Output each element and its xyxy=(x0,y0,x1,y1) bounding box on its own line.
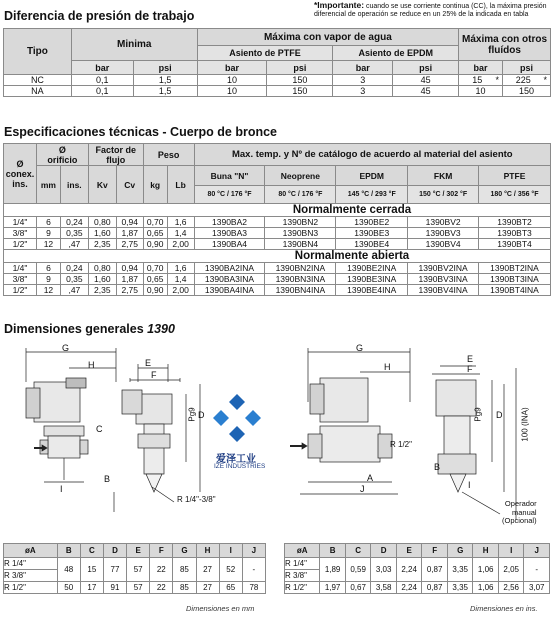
cell: - xyxy=(524,558,550,582)
cell: 1390BA4 xyxy=(194,239,265,250)
hdr-unit: ins. xyxy=(60,166,88,204)
cell: 0,59 xyxy=(345,558,371,582)
dim-label-a-right: A xyxy=(367,473,374,483)
cell: 2,75 xyxy=(116,239,143,250)
hdr-ptfe: Asiento de PTFE xyxy=(197,46,333,61)
cell: ,47 xyxy=(60,239,88,250)
cell: 1390BN4 xyxy=(265,239,336,250)
hdr-max-temp: Max. temp. y Nº de catálogo de acuerdo al material del asiento xyxy=(194,144,550,166)
important-note xyxy=(314,2,550,18)
cell: 50 xyxy=(57,582,80,594)
cell: 1390BT2INA xyxy=(479,263,551,274)
dim-header: E xyxy=(127,544,150,558)
section-nc xyxy=(4,204,551,217)
hdr-conex xyxy=(4,144,37,204)
cell: R 1/4" xyxy=(4,558,58,570)
table-row xyxy=(4,75,551,86)
cell: 3,35 xyxy=(447,582,473,594)
dim-label-thread: R 1/4"-3/8" xyxy=(177,495,216,504)
cell: 45 xyxy=(393,86,459,97)
dim-header: G xyxy=(447,544,473,558)
dim-label-b-right: B xyxy=(434,462,441,472)
cell: 1,89 xyxy=(320,558,346,582)
cell: 0,65 xyxy=(143,228,167,239)
cell: 85 xyxy=(173,558,196,582)
cell: 12 xyxy=(36,285,60,296)
cell: 1390BE2INA xyxy=(336,263,408,274)
cell: 1/2" xyxy=(4,285,37,296)
cell: 3,35 xyxy=(447,558,473,582)
cell: 10 xyxy=(459,86,503,97)
hdr-minima: Minima xyxy=(71,29,197,61)
cell: 6 xyxy=(36,263,60,274)
cell: 15 xyxy=(80,558,103,582)
cell: 1/2" xyxy=(4,239,37,250)
cell-value: 15 xyxy=(472,75,483,85)
cell: 1,6 xyxy=(167,217,194,228)
cell: 57 xyxy=(127,558,150,582)
dim-label-pg-right: Pg9 xyxy=(473,407,483,422)
dim-header: J xyxy=(242,544,265,558)
hdr-otros-1: Máxima con otros xyxy=(462,33,548,45)
cell: 3,07 xyxy=(524,582,550,594)
cell: 1,6 xyxy=(167,263,194,274)
unit-cell: psi xyxy=(267,61,333,75)
dim-label-d-right: D xyxy=(496,410,503,420)
cell: 1390BE2 xyxy=(336,217,408,228)
cell: 1390BV4INA xyxy=(408,285,479,296)
dim-header: D xyxy=(371,544,397,558)
hdr-unit: mm xyxy=(36,166,60,204)
dim-header: F xyxy=(422,544,448,558)
cell: 0,94 xyxy=(116,263,143,274)
dim-label-c: C xyxy=(96,424,103,434)
dim-header: C xyxy=(80,544,103,558)
dim-header: H xyxy=(473,544,499,558)
hdr-temp: 150 °C / 302 °F xyxy=(408,186,479,204)
dim-label-f-right: F xyxy=(467,364,473,374)
table-row xyxy=(4,86,551,97)
cell: 0,94 xyxy=(116,217,143,228)
important-note-line1: cuando se use corriente continua (CC), la máxima presión xyxy=(364,3,547,10)
cell: 48 xyxy=(57,558,80,582)
cell: 150 xyxy=(503,86,551,97)
unit-cell: bar xyxy=(71,61,133,75)
cell: 1390BV2 xyxy=(408,217,479,228)
hdr-temp: 80 °C / 176 °F xyxy=(265,186,336,204)
cell: 150 xyxy=(267,86,333,97)
dims-model: 1390 xyxy=(147,322,175,336)
cell: 1,60 xyxy=(88,228,116,239)
hdr-otros-2: fluídos xyxy=(488,44,521,56)
star-mark: * xyxy=(543,75,547,85)
hdr-temp: 145 °C / 293 °F xyxy=(336,186,408,204)
cell: 0,1 xyxy=(71,86,133,97)
cell: 9 xyxy=(36,274,60,285)
cell: 0,35 xyxy=(60,274,88,285)
dim-header: J xyxy=(524,544,550,558)
cell: 22 xyxy=(150,582,173,594)
unit-cell: bar xyxy=(197,61,267,75)
cell: 0,35 xyxy=(60,228,88,239)
manual-operator-note xyxy=(502,500,537,526)
hdr-material: EPDM xyxy=(336,166,408,186)
cell: 2,05 xyxy=(498,558,524,582)
dims-title-text: Dimensiones generales xyxy=(4,322,144,336)
table-row xyxy=(285,558,550,570)
table-row xyxy=(4,274,551,285)
cell: 1390BN4INA xyxy=(265,285,336,296)
cell: 1390BA2INA xyxy=(194,263,265,274)
cell: 3,58 xyxy=(371,582,397,594)
cell xyxy=(503,75,551,86)
cell: 3 xyxy=(333,86,393,97)
table-row xyxy=(4,558,266,570)
cell xyxy=(459,75,503,86)
cell: 1390BN3INA xyxy=(265,274,336,285)
unit-cell: bar xyxy=(459,61,503,75)
hdr-text: conex. xyxy=(5,168,35,179)
cell: 1/4" xyxy=(4,263,37,274)
cell: R 3/8" xyxy=(285,570,320,582)
cell: - xyxy=(242,558,265,582)
cell: 1,87 xyxy=(116,228,143,239)
cell: 10 xyxy=(197,75,267,86)
section-na-label: Normalmente abierta xyxy=(294,250,410,262)
cell: 1,4 xyxy=(167,228,194,239)
cell: 0,24 xyxy=(60,263,88,274)
cell: 0,90 xyxy=(143,285,167,296)
cell: 2,75 xyxy=(116,285,143,296)
hdr-temp: 180 °C / 356 °F xyxy=(479,186,551,204)
cell: 12 xyxy=(36,239,60,250)
cell: 1,4 xyxy=(167,274,194,285)
cell: 3/8" xyxy=(4,228,37,239)
unit-cell: psi xyxy=(393,61,459,75)
cell: 27 xyxy=(196,558,219,582)
hdr-material: FKM xyxy=(408,166,479,186)
cell: 2,00 xyxy=(167,285,194,296)
cell: 0,80 xyxy=(88,217,116,228)
table-row xyxy=(4,285,551,296)
cell: 6 xyxy=(36,217,60,228)
cell: 1390BA4INA xyxy=(194,285,265,296)
unit-cell: psi xyxy=(133,61,197,75)
important-note-line2: diferencial de operación se reduce en un 25% de la indicada en tabla xyxy=(314,10,529,18)
hdr-vapor: Máxima con vapor de agua xyxy=(197,29,458,46)
cell: 1390BE4INA xyxy=(336,285,408,296)
right-dimension-table xyxy=(284,543,550,594)
cell: 0,87 xyxy=(422,582,448,594)
dim-label-e-right: E xyxy=(467,354,474,364)
hdr-text: ins. xyxy=(12,178,28,189)
cell: 1390BV4 xyxy=(408,239,479,250)
dim-header: B xyxy=(57,544,80,558)
specs-title: Especificaciones técnicas - Cuerpo de bronce xyxy=(4,125,278,139)
dim-label-e: E xyxy=(145,358,152,368)
hdr-unit: Cv xyxy=(116,166,143,204)
hdr-otros xyxy=(459,29,551,61)
cell: 3/8" xyxy=(4,274,37,285)
cell: 1390BE4 xyxy=(336,239,408,250)
cell: 22 xyxy=(150,558,173,582)
dim-header: C xyxy=(345,544,371,558)
dim-header: I xyxy=(498,544,524,558)
cell: 1,5 xyxy=(133,75,197,86)
cell: R 3/8" xyxy=(4,570,58,582)
logo-subtext: IZE INDUSTRIES xyxy=(214,463,266,470)
hdr-material: PTFE xyxy=(479,166,551,186)
cell: 3,03 xyxy=(371,558,397,582)
cell: 1,60 xyxy=(88,274,116,285)
logo-text: 爱泽工业 xyxy=(216,454,256,465)
dim-header: E xyxy=(396,544,422,558)
cell: 1390BE3 xyxy=(336,228,408,239)
cell: 1,97 xyxy=(320,582,346,594)
dim-label-j-right: J xyxy=(360,484,365,494)
cell: 0,90 xyxy=(143,239,167,250)
cell: 1390BV2INA xyxy=(408,263,479,274)
cell: 17 xyxy=(80,582,103,594)
op-text: Operador xyxy=(504,499,537,508)
cell: 1390BN2 xyxy=(265,217,336,228)
cell: NC xyxy=(4,75,72,86)
cell: R 1/4" xyxy=(285,558,320,570)
cell: ,47 xyxy=(60,285,88,296)
cell: 0,65 xyxy=(143,274,167,285)
table-row xyxy=(4,263,551,274)
dims-title xyxy=(4,322,175,336)
star-mark: * xyxy=(495,75,499,85)
dim-header: D xyxy=(103,544,126,558)
pressure-table xyxy=(3,28,551,97)
cell: 2,35 xyxy=(88,285,116,296)
cell: 2,00 xyxy=(167,239,194,250)
hdr-orificio xyxy=(36,144,88,166)
hdr-unit: kg xyxy=(143,166,167,204)
dim-label-h: H xyxy=(88,360,95,370)
hdr-peso: Peso xyxy=(143,144,194,166)
dim-label-g: G xyxy=(62,343,70,353)
cell: 77 xyxy=(103,558,126,582)
cell: 0,24 xyxy=(60,217,88,228)
cell: 65 xyxy=(219,582,242,594)
cell: R 1/2" xyxy=(285,582,320,594)
table-row xyxy=(4,228,551,239)
hdr-text: Factor de xyxy=(95,144,137,155)
cell: 0,70 xyxy=(143,217,167,228)
dim-header: F xyxy=(150,544,173,558)
cell: 1390BV3INA xyxy=(408,274,479,285)
cell: 1,87 xyxy=(116,274,143,285)
dim-header: G xyxy=(173,544,196,558)
section-na xyxy=(4,250,551,263)
cell: 9 xyxy=(36,228,60,239)
unit-cell: psi xyxy=(503,61,551,75)
hdr-text: orificio xyxy=(47,154,78,165)
table-row xyxy=(4,239,551,250)
cell: 1390BA2 xyxy=(194,217,265,228)
hdr-temp: 80 °C / 176 °F xyxy=(194,186,265,204)
cell: 1390BT4 xyxy=(479,239,551,250)
cell: 1390BA3 xyxy=(194,228,265,239)
hdr-unit: Lb xyxy=(167,166,194,204)
cell: 1390BT3INA xyxy=(479,274,551,285)
unit-cell: bar xyxy=(333,61,393,75)
hdr-text: flujo xyxy=(106,154,126,165)
cell: 2,24 xyxy=(396,582,422,594)
left-dimension-table xyxy=(3,543,266,594)
dim-header: øA xyxy=(4,544,58,558)
pressure-title: Diferencia de presión de trabajo xyxy=(4,9,195,23)
cell: 85 xyxy=(173,582,196,594)
important-note-bold: *Importante: xyxy=(314,0,365,10)
dim-label-pg: Pg9 xyxy=(187,407,197,422)
dim-label-g-right: G xyxy=(356,343,364,353)
hdr-tipo: Tipo xyxy=(4,29,72,75)
cell: 27 xyxy=(196,582,219,594)
table-row xyxy=(4,217,551,228)
table-row xyxy=(285,582,550,594)
dim-label-f: F xyxy=(151,370,157,380)
ize-logo-icon xyxy=(211,392,263,444)
cell: R 1/2" xyxy=(4,582,58,594)
cell: 1/4" xyxy=(4,217,37,228)
cell: 78 xyxy=(242,582,265,594)
hdr-text: Ø xyxy=(16,158,24,169)
cell: 1390BN2INA xyxy=(265,263,336,274)
section-nc-label: Normalmente cerrada xyxy=(292,204,412,216)
cell: 52 xyxy=(219,558,242,582)
cell: 1390BT4INA xyxy=(479,285,551,296)
op-text: (Opcional) xyxy=(502,516,537,525)
hdr-material: Neoprene xyxy=(265,166,336,186)
dim-label-inna: 100 (INA) xyxy=(520,407,530,442)
dim-header: I xyxy=(219,544,242,558)
right-caption: Dimensiones en ins. xyxy=(470,604,538,613)
cell: 91 xyxy=(103,582,126,594)
cell: 0,1 xyxy=(71,75,133,86)
dim-label-b: B xyxy=(104,474,111,484)
op-text: manual xyxy=(512,507,537,517)
cell: 0,87 xyxy=(422,558,448,582)
dim-label-d: D xyxy=(198,410,205,420)
cell-value: 225 xyxy=(515,75,531,85)
cell: NA xyxy=(4,86,72,97)
cell: 0,80 xyxy=(88,263,116,274)
cell: 1390BE3INA xyxy=(336,274,408,285)
hdr-epdm: Asiento de EPDM xyxy=(333,46,459,61)
cell: 1,06 xyxy=(473,558,499,582)
cell: 1,06 xyxy=(473,582,499,594)
specs-table xyxy=(3,143,551,296)
hdr-flujo xyxy=(88,144,143,166)
left-caption: Dimensiones en mm xyxy=(186,604,255,613)
cell: 2,24 xyxy=(396,558,422,582)
dim-header: B xyxy=(320,544,346,558)
cell: 1390BA3INA xyxy=(194,274,265,285)
cell: 1390BV3 xyxy=(408,228,479,239)
cell: 57 xyxy=(127,582,150,594)
cell: 1390BT2 xyxy=(479,217,551,228)
hdr-unit: Kv xyxy=(88,166,116,204)
cell: 150 xyxy=(267,75,333,86)
cell: 3 xyxy=(333,75,393,86)
cell: 10 xyxy=(197,86,267,97)
cell: 0,70 xyxy=(143,263,167,274)
table-row xyxy=(4,582,266,594)
cell: 45 xyxy=(393,75,459,86)
cell: 1,5 xyxy=(133,86,197,97)
cell: 0,67 xyxy=(345,582,371,594)
cell: 1390BN3 xyxy=(265,228,336,239)
hdr-text: Ø xyxy=(58,144,66,155)
dim-label-thread-right: R 1/2" xyxy=(390,440,412,449)
dim-label-h-right: H xyxy=(384,362,391,372)
dim-label-i: I xyxy=(60,484,63,494)
cell: 1390BT3 xyxy=(479,228,551,239)
cell: 2,56 xyxy=(498,582,524,594)
hdr-material: Buna "N" xyxy=(194,166,265,186)
dim-label-i-right: I xyxy=(468,480,471,490)
dim-header: H xyxy=(196,544,219,558)
cell: 2,35 xyxy=(88,239,116,250)
dim-header: øA xyxy=(285,544,320,558)
